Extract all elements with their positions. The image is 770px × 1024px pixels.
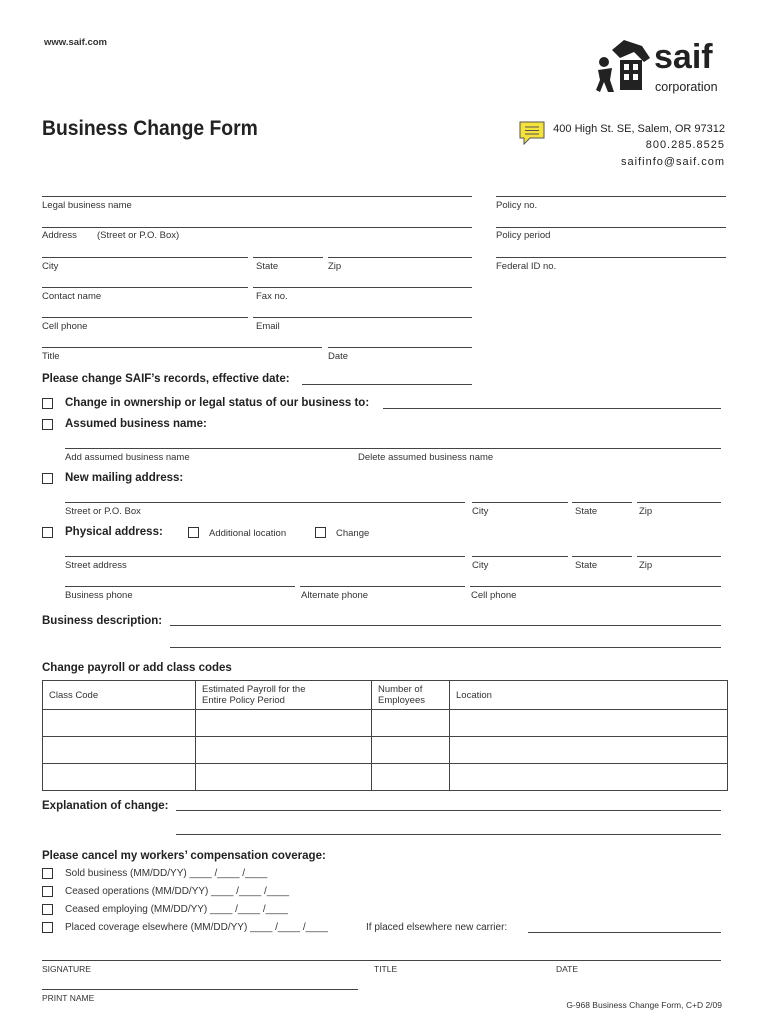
explanation-label: Explanation of change: <box>42 800 169 812</box>
date-line[interactable] <box>328 347 472 348</box>
table-cell[interactable] <box>450 764 728 791</box>
address-label: Address <box>42 230 77 241</box>
ownership-checkbox[interactable] <box>42 398 53 409</box>
additional-location-checkbox[interactable] <box>188 527 199 538</box>
table-cell[interactable] <box>43 710 196 737</box>
business-description-line-2[interactable] <box>170 647 721 648</box>
table-row <box>43 764 728 791</box>
physical-state-line[interactable] <box>572 556 632 557</box>
sold-business-label: Sold business (MM/DD/YY) ____ /____ /____ <box>65 868 268 879</box>
legal-business-name-label: Legal business name <box>42 200 132 211</box>
print-name-line[interactable] <box>42 989 358 990</box>
ceased-employing-label: Ceased employing (MM/DD/YY) ____ /____ /____ <box>65 904 288 915</box>
policy-period-line[interactable] <box>496 227 726 228</box>
physical-cell-phone-line[interactable] <box>470 586 721 587</box>
effective-date-line[interactable] <box>302 384 472 385</box>
company-address: 400 High St. SE, Salem, OR 97312 <box>553 123 725 135</box>
city-label: City <box>42 261 59 272</box>
email-line[interactable] <box>253 317 472 318</box>
mailing-street-label: Street or P.O. Box <box>65 506 141 517</box>
table-cell[interactable] <box>372 737 450 764</box>
policy-no-label: Policy no. <box>496 200 538 211</box>
alternate-phone-label: Alternate phone <box>301 590 369 601</box>
cancel-heading: Please cancel my workers’ compensation coverage: <box>42 850 326 862</box>
signature-title-label: TITLE <box>374 964 398 974</box>
physical-zip-line[interactable] <box>637 556 721 557</box>
add-assumed-label: Add assumed business name <box>65 452 190 463</box>
col-number-employees: Number of Employees <box>372 681 450 710</box>
state-label: State <box>256 261 279 272</box>
physical-city-line[interactable] <box>472 556 568 557</box>
ceased-employing-checkbox[interactable] <box>42 904 53 915</box>
logo-sub-text: corporation <box>655 80 718 94</box>
signature-date-label: DATE <box>556 964 579 974</box>
new-carrier-line[interactable] <box>528 932 721 933</box>
company-phone: 800.285.8525 <box>645 139 725 151</box>
change-checkbox[interactable] <box>315 527 326 538</box>
table-row <box>43 710 728 737</box>
assumed-name-label: Assumed business name: <box>65 418 207 430</box>
delete-assumed-label: Delete assumed business name <box>358 452 494 463</box>
zip-label: Zip <box>328 261 342 272</box>
col-location: Location <box>450 681 728 710</box>
col-estimated-payroll: Estimated Payroll for the Entire Policy Period <box>196 681 372 710</box>
date-label: Date <box>328 351 349 362</box>
ownership-label: Change in ownership or legal status of our business to: <box>65 397 370 409</box>
company-email[interactable]: saifinfo@saif.com <box>621 156 725 168</box>
city-line[interactable] <box>42 257 248 258</box>
effective-date-label: Please change SAIF’s records, effective date: <box>42 373 290 385</box>
ceased-operations-label: Ceased operations (MM/DD/YY) ____ /____ /____ <box>65 886 290 897</box>
table-row <box>43 737 728 764</box>
table-cell[interactable] <box>196 764 372 791</box>
signature-line[interactable] <box>42 960 721 961</box>
new-mailing-checkbox[interactable] <box>42 473 53 484</box>
form-id: G-968 Business Change Form, C+D 2/09 <box>566 1000 722 1010</box>
policy-period-label: Policy period <box>496 230 551 241</box>
table-cell[interactable] <box>450 710 728 737</box>
title-line[interactable] <box>42 347 322 348</box>
policy-no-line[interactable] <box>496 196 726 197</box>
logo-main-text: saif <box>654 38 713 76</box>
table-cell[interactable] <box>372 710 450 737</box>
title-label: Title <box>42 351 60 362</box>
ownership-line[interactable] <box>383 408 721 409</box>
change-label: Change <box>336 528 370 539</box>
physical-city-label: City <box>472 560 489 571</box>
payroll-heading: Change payroll or add class codes <box>42 662 232 674</box>
fax-no-line[interactable] <box>253 287 472 288</box>
mailing-state-label: State <box>575 506 598 517</box>
page-title: Business Change Form <box>42 117 258 140</box>
additional-location-label: Additional location <box>209 528 287 539</box>
website-url[interactable]: www.saif.com <box>44 37 107 48</box>
federal-id-label: Federal ID no. <box>496 261 557 272</box>
sold-business-checkbox[interactable] <box>42 868 53 879</box>
mailing-street-line[interactable] <box>65 502 465 503</box>
assumed-name-line[interactable] <box>65 448 721 449</box>
cell-phone-label: Cell phone <box>42 321 88 332</box>
contact-name-label: Contact name <box>42 291 102 302</box>
business-description-label: Business description: <box>42 615 163 627</box>
mailing-state-line[interactable] <box>572 502 632 503</box>
print-name-label: PRINT NAME <box>42 993 95 1003</box>
col-class-code: Class Code <box>43 681 196 710</box>
new-carrier-label: If placed elsewhere new carrier: <box>366 922 508 933</box>
placed-elsewhere-checkbox[interactable] <box>42 922 53 933</box>
explanation-line-1[interactable] <box>176 810 721 811</box>
physical-address-checkbox[interactable] <box>42 527 53 538</box>
mailing-zip-label: Zip <box>639 506 653 517</box>
signature-label: SIGNATURE <box>42 964 91 974</box>
mailing-city-line[interactable] <box>472 502 568 503</box>
federal-id-line[interactable] <box>496 257 726 258</box>
new-mailing-label: New mailing address: <box>65 472 184 484</box>
mailing-zip-line[interactable] <box>637 502 721 503</box>
legal-business-name-line[interactable] <box>42 196 472 197</box>
ceased-operations-checkbox[interactable] <box>42 886 53 897</box>
email-label: Email <box>256 321 280 332</box>
assumed-name-checkbox[interactable] <box>42 419 53 430</box>
state-line[interactable] <box>253 257 323 258</box>
business-phone-label: Business phone <box>65 590 133 601</box>
table-cell[interactable] <box>196 710 372 737</box>
alternate-phone-line[interactable] <box>300 586 465 587</box>
address-hint: (Street or P.O. Box) <box>97 230 180 241</box>
cell-phone-line[interactable] <box>42 317 248 318</box>
physical-cell-phone-label: Cell phone <box>471 590 517 601</box>
physical-street-line[interactable] <box>65 556 465 557</box>
address-line[interactable] <box>42 227 472 228</box>
physical-street-label: Street address <box>65 560 127 571</box>
physical-zip-label: Zip <box>639 560 653 571</box>
zip-line[interactable] <box>328 257 472 258</box>
saif-logo-icon <box>594 36 658 98</box>
table-cell[interactable] <box>450 737 728 764</box>
physical-address-label: Physical address: <box>65 526 163 538</box>
mailing-city-label: City <box>472 506 489 517</box>
table-cell[interactable] <box>196 737 372 764</box>
physical-state-label: State <box>575 560 598 571</box>
explanation-line-2[interactable] <box>176 834 721 835</box>
payroll-table <box>42 680 728 791</box>
table-cell[interactable] <box>43 737 196 764</box>
contact-name-line[interactable] <box>42 287 248 288</box>
business-description-line-1[interactable] <box>170 625 721 626</box>
business-phone-line[interactable] <box>65 586 295 587</box>
table-cell[interactable] <box>43 764 196 791</box>
fax-no-label: Fax no. <box>256 291 288 302</box>
placed-elsewhere-label: Placed coverage elsewhere (MM/DD/YY) ____ /____ /____ <box>65 922 328 933</box>
table-cell[interactable] <box>372 764 450 791</box>
